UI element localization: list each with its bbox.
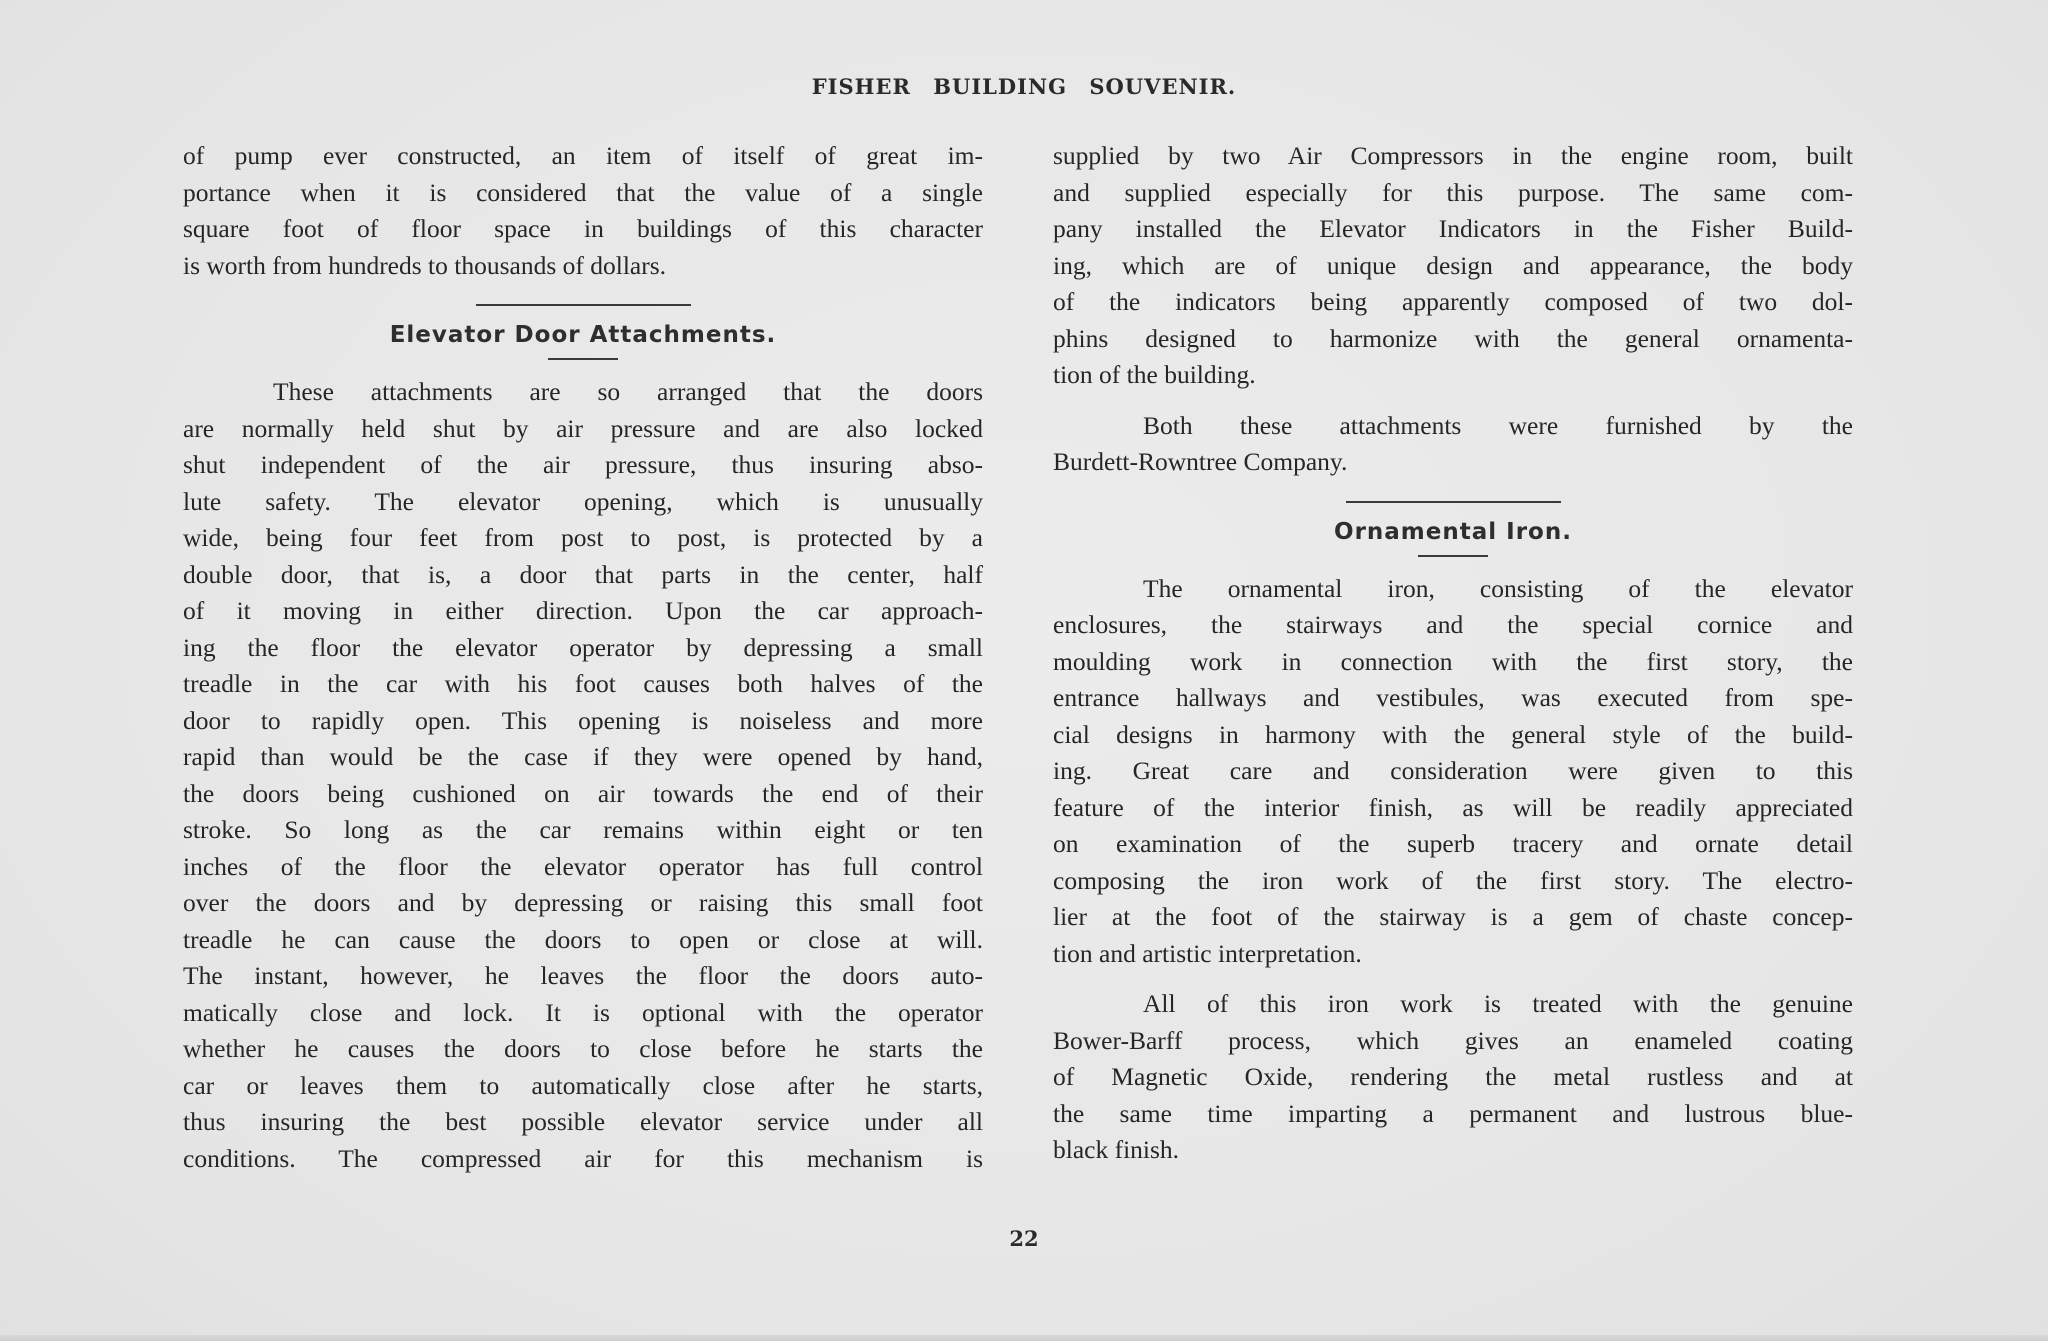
text-line: black finish. xyxy=(1053,1135,1180,1164)
body-paragraph xyxy=(183,374,983,1177)
text-line: ing, which are of unique design and appearance, the body xyxy=(1053,250,1853,280)
text-line: inches of the floor the elevator operator has full control xyxy=(183,851,983,881)
text-line: car or leaves them to automatically close after he starts, xyxy=(183,1070,983,1100)
text-line: feature of the interior finish, as will be readily appreciated xyxy=(1053,792,1853,822)
text-line: whether he causes the doors to close before he starts the xyxy=(183,1034,983,1063)
text-line: Bower-Barff process, which gives an enameled coating xyxy=(1053,1025,1853,1055)
text-line: tion and artistic interpretation. xyxy=(1053,938,1362,968)
text-line: The instant, however, he leaves the floor the doors auto- xyxy=(183,961,983,990)
text-line: These attachments are so arranged that the doors xyxy=(273,377,983,406)
text-line: ing the floor the elevator operator by depressing a small xyxy=(183,632,983,662)
text-line: ing. Great care and consideration were given to this xyxy=(1053,756,1853,785)
text-line: supplied by two Air Compressors in the engine room, built xyxy=(1053,141,1853,170)
section-rule-top xyxy=(1346,501,1561,503)
text-line: and supplied especially for this purpose. The same com- xyxy=(1053,177,1853,207)
body-paragraph xyxy=(1053,986,1853,1169)
text-line: thus insuring the best possible elevator service under all xyxy=(183,1107,983,1136)
text-line: door to rapidly open. This opening is noiseless and more xyxy=(183,705,983,735)
text-line: stroke. So long as the car remains within eight or ten xyxy=(183,815,983,844)
section-elevator-door-attachments xyxy=(183,304,983,360)
text-line: cial designs in harmony with the general style of the build- xyxy=(1053,719,1853,749)
paragraph-gap xyxy=(1053,972,1853,986)
section-ornamental-iron xyxy=(1053,501,1853,557)
text-line: of pump ever constructed, an item of itself of great im- xyxy=(183,141,983,170)
section-rule-top xyxy=(476,304,691,306)
page-bottom-edge xyxy=(0,1335,2048,1341)
credit-paragraph xyxy=(1053,408,1853,481)
text-line: treadle in the car with his foot causes both halves of the xyxy=(183,669,983,698)
text-line: shut independent of the air pressure, thus insuring abso- xyxy=(183,450,983,479)
text-line: square foot of floor space in buildings of this character xyxy=(183,214,983,243)
text-line: is worth from hundreds to thousands of dollars. xyxy=(183,250,667,280)
text-line: composing the iron work of the first story. The electro- xyxy=(1053,865,1853,895)
text-line: treadle he can cause the doors to open or close at will. xyxy=(183,924,983,954)
text-line: wide, being four feet from post to post, is protected by a xyxy=(183,523,983,552)
text-line: Both these attachments were furnished by the xyxy=(1143,410,1853,440)
text-line: the same time imparting a permanent and lustrous blue- xyxy=(1053,1098,1853,1128)
section-rule-bottom xyxy=(548,358,618,360)
running-head: FISHER BUILDING SOUVENIR. xyxy=(811,74,1237,99)
text-line: double door, that is, a door that parts in the center, half xyxy=(183,559,983,589)
text-line: over the doors and by depressing or raising this small foot xyxy=(183,888,983,917)
text-line: All of this iron work is treated with the genuine xyxy=(1143,989,1853,1018)
text-line: on examination of the superb tracery and ornate detail xyxy=(1053,829,1853,858)
text-line: entrance hallways and vestibules, was executed from spe- xyxy=(1053,683,1853,712)
text-line: are normally held shut by air pressure and are also locked xyxy=(183,413,983,443)
text-line: conditions. The compressed air for this mechanism is xyxy=(183,1143,983,1173)
text-line: phins designed to harmonize with the general ornamenta- xyxy=(1053,323,1853,353)
text-line: of it moving in either direction. Upon the car approach- xyxy=(183,596,983,625)
text-line: matically close and lock. It is optional with the operator xyxy=(183,997,983,1027)
section-title: Elevator Door Attachments. xyxy=(389,322,777,348)
continuation-paragraph xyxy=(1053,138,1853,394)
text-line: rapid than would be the case if they were opened by hand, xyxy=(183,742,983,771)
left-column xyxy=(183,138,983,1177)
text-line: of the indicators being apparently composed of two dol- xyxy=(1053,287,1853,316)
text-line: the doors being cushioned on air towards the end of their xyxy=(183,778,983,808)
text-line: tion of the building. xyxy=(1053,360,1256,389)
continuation-paragraph xyxy=(183,138,983,284)
body-paragraph xyxy=(1053,571,1853,973)
section-title: Ornamental Iron. xyxy=(1334,518,1572,545)
page-number: 22 xyxy=(1009,1226,1039,1251)
text-line: pany installed the Elevator Indicators in the Fisher Build- xyxy=(1053,214,1853,243)
text-line: portance when it is considered that the value of a single xyxy=(183,177,983,207)
text-line: Burdett-Rowntree Company. xyxy=(1053,447,1348,476)
section-rule-bottom xyxy=(1418,555,1488,557)
paragraph-gap xyxy=(1053,394,1853,408)
text-line: The ornamental iron, consisting of the elevator xyxy=(1143,573,1853,603)
text-line: lute safety. The elevator opening, which is unusually xyxy=(183,486,983,516)
text-line: of Magnetic Oxide, rendering the metal rustless and at xyxy=(1053,1062,1853,1091)
text-line: moulding work in connection with the first story, the xyxy=(1053,646,1853,676)
text-line: lier at the foot of the stairway is a gem of chaste concep- xyxy=(1053,902,1853,931)
text-line: enclosures, the stairways and the special cornice and xyxy=(1053,610,1853,639)
right-column xyxy=(1053,138,1853,1169)
